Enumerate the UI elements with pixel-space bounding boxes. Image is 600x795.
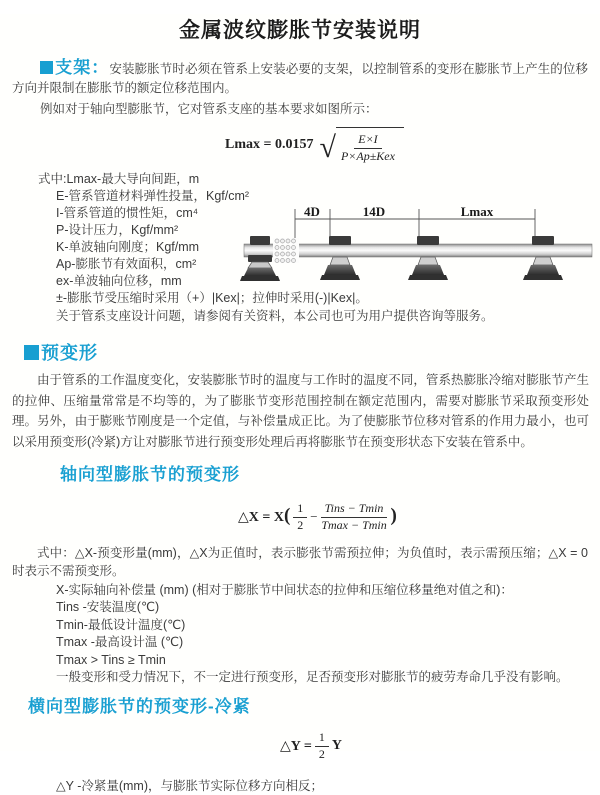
dy-formula-rhs: Y: [331, 738, 342, 754]
guide-support-icon: [523, 236, 563, 280]
dim-label-14d: 14D: [362, 204, 386, 219]
definition-line: ex-单波轴向位移，mm: [56, 274, 182, 288]
temperature-fraction: [321, 502, 388, 533]
half-denominator: 2: [297, 517, 304, 532]
minus-sign: −: [310, 509, 318, 524]
delta-x-formula: [238, 497, 600, 537]
dy-half-denominator: 2: [318, 746, 325, 761]
note-line: Tmax > Tins ≥ Tmin: [56, 652, 166, 667]
axial-notes-list: [0, 582, 600, 686]
definition-line: K-单波轴向刚度；Kgf/mm: [56, 240, 200, 254]
note-line: Tins -安装温度(℃): [56, 600, 160, 615]
definitions-lead-line: 式中:Lmax-最大导向间距，m: [38, 172, 200, 186]
lmax-fraction-denominator: P×Ap±Kex: [340, 148, 395, 163]
expansion-bellows-icon: [273, 238, 299, 263]
one-half-fraction: [293, 502, 307, 533]
dy-half-numerator: 1: [315, 731, 329, 747]
lmax-fraction-numerator: E×I: [354, 133, 381, 149]
left-paren: (: [283, 505, 291, 526]
section-bullet-icon: [24, 345, 39, 360]
dy-note-line: △Y -冷紧量(mm)，与膨胀节实际位移方向相反；: [56, 779, 324, 794]
half-numerator: 1: [293, 502, 307, 518]
definition-line: I-管系管道的惯性矩，cm⁴: [56, 206, 199, 220]
temp-fraction-numerator: Tins − Tmin: [321, 502, 388, 518]
support-section-heading: 支架：: [55, 58, 110, 77]
preform-section-paragraph: 由于管系的工作温度变化，安装膨胀节时的温度与工作时的温度不同，管系热膨胀冷缩对膨胀节产生的拉伸、压缩量常常是不均等的，为了膨胀节变形范围控制在额定范围内，需要对膨胀节采取预变形处理。另外，由于膨账节刚度是一个定值，与补偿量成正比。为了使膨胀节位移对管系的作用力最小，也可以采用预变形(冷紧)方让对膨胀节进行预变形处理后再将膨胀节在预变形状态下安装在管系中。: [12, 373, 589, 449]
definition-line: P-设计压力，Kgf/mm²: [56, 223, 179, 237]
lmax-fraction: [341, 133, 395, 164]
lmax-formula-lhs: Lmax = 0.0157: [225, 137, 314, 152]
support-example-line: 例如对于轴向型膨胀节，它对管系支座的基本要求如图所示：: [40, 102, 378, 116]
lmax-formula: [225, 125, 600, 165]
note-line: Tmax -最高设计温 (℃): [56, 635, 184, 650]
pipe-support-diagram: [238, 206, 596, 304]
section-bullet-icon: [40, 61, 53, 74]
lateral-subsection-heading: 横向型膨胀节的预变形-冷紧: [28, 697, 251, 717]
note-line: X-实际轴向补偿量 (mm) (相对于膨胀节中间状态的拉伸和压缩位移量绝对值之和)：: [56, 583, 513, 597]
dx-note-paragraph: 式中：△X-预变形量(mm)，△X为正值时，表示膨张节需预拉伸；为负值时，表示需预压缩；△X = 0时表示不需预变形。: [12, 546, 588, 578]
right-paren: ): [390, 505, 397, 526]
page-title: 金属波纹膨胀节安装说明: [179, 19, 421, 42]
guide-support-icon: [320, 236, 360, 280]
note-line: 一般变形和受力情况下，不一定进行预变形，足否预变形对膨胀节的疲劳寿命几乎没有影响。: [56, 670, 569, 685]
radical-expression: [319, 127, 403, 164]
dim-label-4d: 4D: [304, 204, 320, 219]
note-line: Tmin-最低设计温度(℃): [56, 617, 186, 632]
definition-line: ±-膨胀节受压缩时采用（+）|Kex|；拉伸时采用(-)|Kex|。: [56, 291, 368, 305]
definition-line: E-管系管道材料弹性投量，Kgf/cm²: [56, 189, 250, 203]
support-section-intro: 安装膨胀节时必须在管系上安装必要的支架，以控制管系的变形在膨胀节上产生的位移方向并限制在膨胀节的额定位移范围内。: [12, 62, 588, 95]
definitions-closing-line: 关于管系支座设计问题，请参阅有关资料，本公司也可为用户提供咨询等服务。: [56, 309, 494, 323]
dim-label-lmax: Lmax: [460, 204, 494, 219]
document-page: [0, 14, 600, 794]
preform-heading-label: 预变形: [41, 343, 98, 363]
radical-sign-icon: √: [319, 130, 336, 164]
dy-one-half-fraction: [315, 731, 329, 762]
axial-subsection-heading: 轴向型膨胀节的预变形: [60, 465, 240, 484]
preform-section-heading: [24, 339, 600, 365]
support-section-paragraph: [12, 58, 588, 98]
definition-line: Ap-膨胀节有效面积，cm²: [56, 257, 197, 271]
radical-body: [336, 127, 404, 164]
dx-formula-lhs: △X = X: [238, 509, 284, 525]
temp-fraction-denominator: Tmax − Tmin: [321, 517, 387, 532]
guide-support-icon: [408, 236, 448, 280]
delta-y-formula: [280, 729, 600, 763]
dy-formula-lhs: △Y =: [280, 738, 312, 754]
